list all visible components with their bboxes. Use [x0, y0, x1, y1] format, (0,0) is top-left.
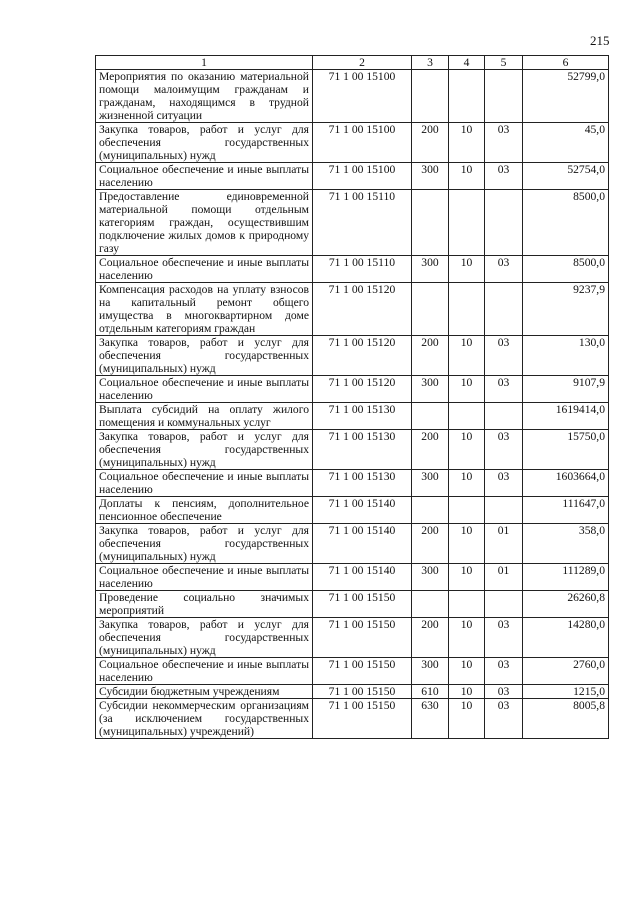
- row-name-cell: Социальное обеспечение и иные выплаты населению: [96, 256, 313, 283]
- row-name-cell: Закупка товаров, работ и услуг для обеспечения государственных (муниципальных) нужд: [96, 430, 313, 470]
- table-row: [96, 376, 609, 403]
- row-section-cell: 10: [449, 163, 485, 190]
- row-name-cell: Социальное обеспечение и иные выплаты населению: [96, 658, 313, 685]
- row-subsection-cell: [485, 283, 523, 336]
- row-amount-cell: 52754,0: [523, 163, 609, 190]
- row-section-cell: [449, 190, 485, 256]
- row-amount-cell: 8005,8: [523, 699, 609, 739]
- row-type-code-cell: [412, 403, 449, 430]
- row-name-cell: Выплата субсидий на оплату жилого помещения и коммунальных услуг: [96, 403, 313, 430]
- row-section-cell: 10: [449, 618, 485, 658]
- row-subsection-cell: [485, 591, 523, 618]
- row-code-cell: 71 1 00 15150: [313, 658, 412, 685]
- row-subsection-cell: 01: [485, 524, 523, 564]
- row-name-cell: Проведение социально значимых мероприятий: [96, 591, 313, 618]
- budget-table: [95, 55, 609, 739]
- row-subsection-cell: 03: [485, 685, 523, 699]
- row-subsection-cell: 03: [485, 163, 523, 190]
- row-type-code-cell: 300: [412, 163, 449, 190]
- row-amount-cell: 2760,0: [523, 658, 609, 685]
- row-name-cell: Предоставление единовременной материальной помощи отдельным категориям граждан, осуществившим подключение жилых домов к природному газу: [96, 190, 313, 256]
- row-type-code-cell: [412, 497, 449, 524]
- row-amount-cell: 111289,0: [523, 564, 609, 591]
- row-section-cell: [449, 591, 485, 618]
- row-section-cell: 10: [449, 699, 485, 739]
- table-row: [96, 163, 609, 190]
- table-row: [96, 497, 609, 524]
- row-amount-cell: 45,0: [523, 123, 609, 163]
- column-header: 6: [523, 56, 609, 70]
- table-row: [96, 70, 609, 123]
- row-type-code-cell: 200: [412, 430, 449, 470]
- table-row: [96, 403, 609, 430]
- table-row: [96, 336, 609, 376]
- row-section-cell: 10: [449, 470, 485, 497]
- row-section-cell: 10: [449, 430, 485, 470]
- table-row: [96, 591, 609, 618]
- row-code-cell: 71 1 00 15140: [313, 524, 412, 564]
- row-code-cell: 71 1 00 15150: [313, 699, 412, 739]
- row-subsection-cell: 03: [485, 336, 523, 376]
- page-number: 215: [590, 33, 610, 48]
- row-code-cell: 71 1 00 15120: [313, 376, 412, 403]
- row-code-cell: 71 1 00 15140: [313, 564, 412, 591]
- row-amount-cell: 52799,0: [523, 70, 609, 123]
- row-subsection-cell: 03: [485, 430, 523, 470]
- row-amount-cell: 130,0: [523, 336, 609, 376]
- row-name-cell: Закупка товаров, работ и услуг для обеспечения государственных (муниципальных) нужд: [96, 524, 313, 564]
- row-code-cell: 71 1 00 15150: [313, 618, 412, 658]
- row-subsection-cell: 03: [485, 376, 523, 403]
- row-name-cell: Субсидии бюджетным учреждениям: [96, 685, 313, 699]
- table-row: [96, 699, 609, 739]
- column-header: 4: [449, 56, 485, 70]
- row-name-cell: Социальное обеспечение и иные выплаты населению: [96, 564, 313, 591]
- table-row: [96, 470, 609, 497]
- row-code-cell: 71 1 00 15110: [313, 256, 412, 283]
- row-section-cell: 10: [449, 123, 485, 163]
- row-type-code-cell: 300: [412, 658, 449, 685]
- row-type-code-cell: [412, 283, 449, 336]
- row-name-cell: Социальное обеспечение и иные выплаты населению: [96, 376, 313, 403]
- row-type-code-cell: 300: [412, 564, 449, 591]
- table-row: [96, 283, 609, 336]
- row-type-code-cell: 200: [412, 524, 449, 564]
- row-subsection-cell: [485, 70, 523, 123]
- row-section-cell: [449, 497, 485, 524]
- row-amount-cell: 1619414,0: [523, 403, 609, 430]
- row-amount-cell: 1215,0: [523, 685, 609, 699]
- row-subsection-cell: 03: [485, 658, 523, 685]
- row-subsection-cell: [485, 497, 523, 524]
- row-amount-cell: 358,0: [523, 524, 609, 564]
- row-amount-cell: 8500,0: [523, 190, 609, 256]
- table-body: [96, 70, 609, 739]
- row-section-cell: 10: [449, 336, 485, 376]
- row-code-cell: 71 1 00 15110: [313, 190, 412, 256]
- row-amount-cell: 8500,0: [523, 256, 609, 283]
- row-code-cell: 71 1 00 15140: [313, 497, 412, 524]
- row-code-cell: 71 1 00 15120: [313, 336, 412, 376]
- row-name-cell: Закупка товаров, работ и услуг для обеспечения государственных (муниципальных) нужд: [96, 618, 313, 658]
- table-row: [96, 430, 609, 470]
- column-header: 3: [412, 56, 449, 70]
- row-code-cell: 71 1 00 15130: [313, 430, 412, 470]
- row-type-code-cell: 630: [412, 699, 449, 739]
- row-amount-cell: 9237,9: [523, 283, 609, 336]
- row-amount-cell: 15750,0: [523, 430, 609, 470]
- row-section-cell: 10: [449, 524, 485, 564]
- row-name-cell: Субсидии некоммерческим организациям (за исключением государственных (муниципальных) учреждений): [96, 699, 313, 739]
- row-subsection-cell: 03: [485, 123, 523, 163]
- row-code-cell: 71 1 00 15130: [313, 403, 412, 430]
- row-amount-cell: 14280,0: [523, 618, 609, 658]
- row-subsection-cell: 03: [485, 256, 523, 283]
- row-type-code-cell: 300: [412, 376, 449, 403]
- column-header: 5: [485, 56, 523, 70]
- row-subsection-cell: 03: [485, 470, 523, 497]
- row-type-code-cell: 200: [412, 123, 449, 163]
- row-name-cell: Компенсация расходов на уплату взносов на капитальный ремонт общего имущества в многоквартирном доме отдельным категориям граждан: [96, 283, 313, 336]
- table-row: [96, 256, 609, 283]
- row-code-cell: 71 1 00 15130: [313, 470, 412, 497]
- row-name-cell: Социальное обеспечение и иные выплаты населению: [96, 163, 313, 190]
- table-row: [96, 658, 609, 685]
- column-header: 2: [313, 56, 412, 70]
- row-name-cell: Социальное обеспечение и иные выплаты населению: [96, 470, 313, 497]
- table-row: [96, 524, 609, 564]
- table-row: [96, 564, 609, 591]
- row-amount-cell: 9107,9: [523, 376, 609, 403]
- row-type-code-cell: 300: [412, 470, 449, 497]
- table-row: [96, 190, 609, 256]
- row-subsection-cell: [485, 190, 523, 256]
- row-subsection-cell: 01: [485, 564, 523, 591]
- row-type-code-cell: 200: [412, 618, 449, 658]
- row-code-cell: 71 1 00 15150: [313, 591, 412, 618]
- row-section-cell: [449, 403, 485, 430]
- row-name-cell: Доплаты к пенсиям, дополнительное пенсионное обеспечение: [96, 497, 313, 524]
- row-type-code-cell: 610: [412, 685, 449, 699]
- row-code-cell: 71 1 00 15150: [313, 685, 412, 699]
- row-code-cell: 71 1 00 15100: [313, 70, 412, 123]
- row-type-code-cell: [412, 70, 449, 123]
- table-header-row: [96, 56, 609, 70]
- row-section-cell: 10: [449, 256, 485, 283]
- row-section-cell: 10: [449, 685, 485, 699]
- row-type-code-cell: [412, 190, 449, 256]
- row-code-cell: 71 1 00 15100: [313, 123, 412, 163]
- row-section-cell: 10: [449, 658, 485, 685]
- row-name-cell: Мероприятия по оказанию материальной помощи малоимущим гражданам и гражданам, находящимся в трудной жизненной ситуации: [96, 70, 313, 123]
- column-header: 1: [96, 56, 313, 70]
- row-amount-cell: 111647,0: [523, 497, 609, 524]
- row-amount-cell: 1603664,0: [523, 470, 609, 497]
- row-name-cell: Закупка товаров, работ и услуг для обеспечения государственных (муниципальных) нужд: [96, 336, 313, 376]
- row-type-code-cell: [412, 591, 449, 618]
- row-section-cell: 10: [449, 376, 485, 403]
- row-subsection-cell: 03: [485, 699, 523, 739]
- table-row: [96, 618, 609, 658]
- row-type-code-cell: 200: [412, 336, 449, 376]
- row-section-cell: 10: [449, 564, 485, 591]
- row-code-cell: 71 1 00 15120: [313, 283, 412, 336]
- row-type-code-cell: 300: [412, 256, 449, 283]
- row-amount-cell: 26260,8: [523, 591, 609, 618]
- row-subsection-cell: 03: [485, 618, 523, 658]
- table-row: [96, 685, 609, 699]
- table-row: [96, 123, 609, 163]
- row-code-cell: 71 1 00 15100: [313, 163, 412, 190]
- row-name-cell: Закупка товаров, работ и услуг для обеспечения государственных (муниципальных) нужд: [96, 123, 313, 163]
- row-section-cell: [449, 70, 485, 123]
- row-section-cell: [449, 283, 485, 336]
- row-subsection-cell: [485, 403, 523, 430]
